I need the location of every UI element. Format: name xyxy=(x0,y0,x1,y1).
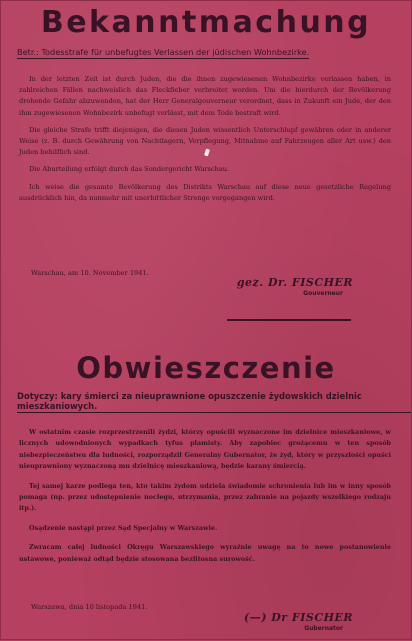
german-date: Warschau, am 10. November 1941. xyxy=(31,269,149,277)
polish-paragraph-4: Zwracam całej ludności Okręgu Warszawskiego wyraźnie uwagę na to nowe postanowienie ustawowe, ponieważ odtąd będzie stosowana bezlitosna surowość. xyxy=(19,543,391,563)
german-signature xyxy=(237,276,353,297)
german-paragraph-4: Ich weise die gesamte Bevölkerung des Distrikts Warschau auf diese neue gesetzliche Regelung ausdrücklich hin, da nunmehr mit unerbittlicher Strenge vorgegangen wird. xyxy=(19,182,391,202)
polish-date: Warszawa, dnia 10 listopada 1941. xyxy=(31,603,148,611)
polish-signature-role: Gubernator xyxy=(304,625,343,632)
polish-paragraph-1: W ostatnim czasie rozprzestrzenili żydzi, którzy opuścili wyznaczone im dzielnice mieszkaniowe, w licznych udowodnionych wypadkach tyfus plamisty. Aby zapobiec grożącemu w ten sposób niebezpieczeństwu dla ludności, rozporządził Generalny Gubernator, że żyd, który w przyszłości opuści nieuprawniony wyznaczoną mu dzielnicę mieszkaniową, będzie karany śmiercią. xyxy=(19,428,391,471)
german-body xyxy=(1,74,411,204)
polish-body xyxy=(1,427,411,565)
polish-section xyxy=(1,319,411,641)
polish-signature-name: (—) Dr FISCHER xyxy=(244,611,353,624)
polish-paragraph-2: Tej samej karze podlega ten, kto takim żydom udziela świadomie schronienia lub im w inny sposób pomaga (np. przez udostępnienie noclegu, utrzymania, przez zabranie na pojazdy wszelkiego rodzaju itp.). xyxy=(19,481,391,513)
polish-title: Obwieszczenie xyxy=(76,351,336,385)
german-signature-name: gez. Dr. FISCHER xyxy=(236,276,353,289)
german-signature-role: Gouverneur xyxy=(303,290,343,297)
german-paragraph-1: In der letzten Zeit ist durch Juden, die die ihnen zugewiesenen Wohnbezirke verlassen haben, in zahlreichen Fällen nachweislich das Fleckfieber verbreitet worden. Um die hierdurch der Bevölkerung drohende Gefahr abzuwenden, hat der Herr Generalgouverneur verordnet, dass in Zukunft ein Jude, der den ihm zugewiesenen Wohnbezirk unbefugt verlässt, mit dem Tode bestraft wird. xyxy=(19,75,391,117)
polish-signature xyxy=(244,611,353,632)
polish-paragraph-3: Osądzenie nastąpi przez Sąd Specjalny w Warszawie. xyxy=(29,523,218,532)
german-paragraph-2: Die gleiche Strafe trifft diejenigen, die diesen Juden wissentlich Unterschlupf gewähren oder in anderer Weise (z. B. durch Gewährung von Nachtlagern, Verpflegung, Mitnahme auf Fahrzeugen aller Art usw.) den Juden behilflich sind. xyxy=(19,125,391,157)
german-section xyxy=(1,1,411,319)
german-title: Bekanntmachung xyxy=(40,5,372,40)
german-paragraph-3: Die Aburteilung erfolgt durch das Sondergericht Warschau. xyxy=(29,165,230,174)
polish-subject: Dotyczy: kary śmierci za nieuprawnione opuszczenie żydowskich dzielnic mieszkaniowych. xyxy=(17,391,411,413)
german-subject: Betr.: Todesstrafe für unbefugtes Verlassen der jüdischen Wohnbezirke. xyxy=(17,47,310,57)
